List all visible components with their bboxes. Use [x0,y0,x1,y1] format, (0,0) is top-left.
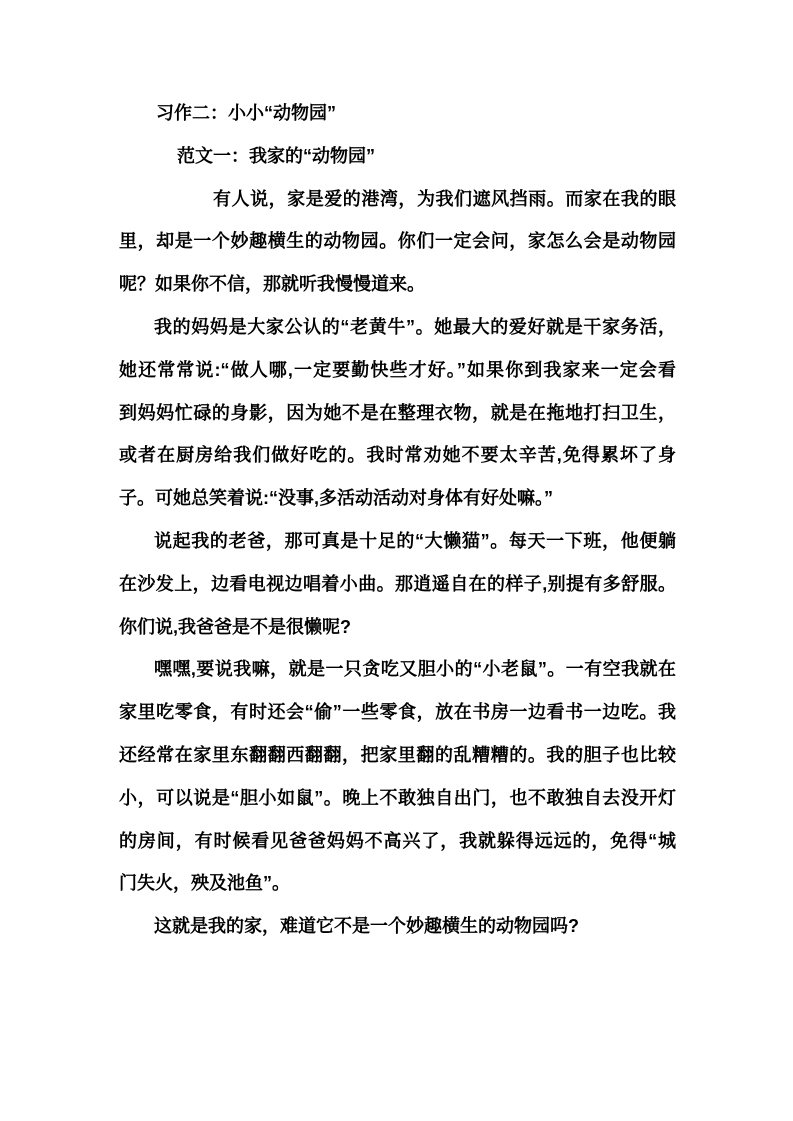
essay-line: 你们说,我爸爸是不是很懒呢? [119,616,351,637]
essay-line: 我的妈妈是大家公认的“老黄牛”。她最大的爱好就是干家务活， [154,316,676,337]
essay-line: 子。可她总笑着说:“没事,多活动活动对身体有好处嘛。” [119,488,553,509]
essay-line: 到妈妈忙碌的身影，因为她不是在整理衣物，就是在拖地打扫卫生， [119,402,676,423]
essay-line: 有人说，家是爱的港湾，为我们遮风挡雨。而家在我的眼 [213,188,676,209]
essay-subtitle: 范文一：我家的“动物园” [177,145,375,166]
essay-line: 在沙发上，边看电视边唱着小曲。那逍遥自在的样子,别提有多舒服。 [119,573,676,594]
essay-title: 习作二：小小“动物园” [156,103,336,123]
essay-line: 呢？如果你不信，那就听我慢慢道来。 [119,274,425,295]
essay-line: 小，可以说是“胆小如鼠”。晚上不敢独自出门，也不敢独自去没开灯 [119,787,676,808]
essay-line: 说起我的老爸，那可真是十足的“大懒猫”。每天一下班，他便躺 [154,530,676,551]
essay-text-block [119,92,676,948]
essay-line: 这就是我的家，难道它不是一个妙趣横生的动物园吗? [154,916,579,937]
essay-line: 的房间，有时候看见爸爸妈妈不高兴了，我就躲得远远的，免得“城 [119,830,676,851]
essay-line: 里，却是一个妙趣横生的动物园。你们一定会问，家怎么会是动物园 [119,231,676,252]
essay-line: 嘿嘿,要说我嘛，就是一只贪吃又胆小的“小老鼠”。一有空我就在 [154,659,676,680]
essay-line: 门失火，殃及池鱼”。 [119,873,290,894]
essay-line: 家里吃零食，有时还会“偷”一些零食，放在书房一边看书一边吃。我 [119,702,676,723]
essay-line: 或者在厨房给我们做好吃的。我时常劝她不要太辛苦,免得累坏了身 [119,445,676,466]
essay-line: 还经常在家里东翻翻西翻翻，把家里翻的乱糟糟的。我的胆子也比较 [119,744,676,765]
essay-line: 她还常常说:“做人哪,一定要勤快些才好。”如果你到我家来一定会看 [119,359,676,380]
